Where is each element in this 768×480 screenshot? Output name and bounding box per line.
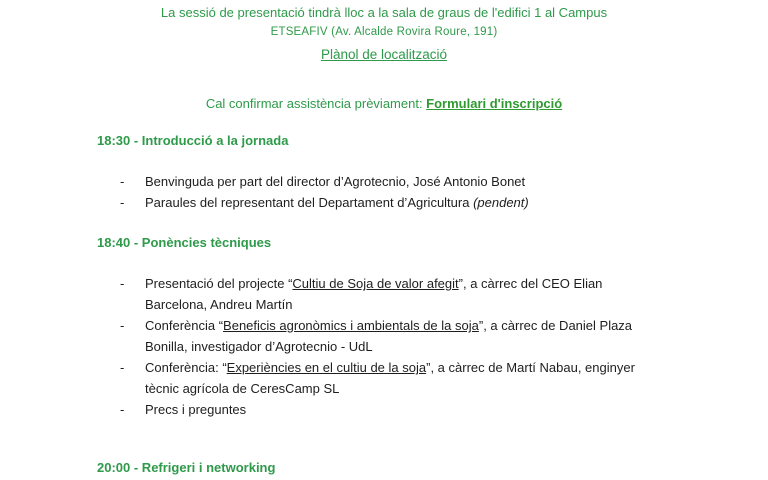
section-title-technical-talks: 18:40 - Ponències tècniques bbox=[97, 235, 272, 250]
list-marker: - bbox=[120, 195, 125, 210]
list-item-text: Paraules del representant del Departament d’Agricultura bbox=[145, 195, 474, 210]
list-item bbox=[0, 315, 665, 357]
venue-intro-text: La sessió de presentació tindrà lloc a la sala de graus de l'edifici 1 al Campus bbox=[160, 5, 608, 20]
list-marker: - bbox=[120, 276, 125, 291]
list-item-prefix: Conferència: “ bbox=[145, 360, 227, 375]
section-title-networking: 20:00 - Refrigeri i networking bbox=[97, 460, 276, 475]
introduction-list bbox=[0, 171, 665, 213]
conference-benefits-link[interactable]: Beneficis agronòmics i ambientals de la soja bbox=[223, 318, 479, 333]
list-item bbox=[0, 399, 665, 420]
list-item bbox=[0, 192, 665, 213]
list-item-text: Benvinguda per part del director d’Agrotecnio, José Antonio Bonet bbox=[145, 174, 526, 189]
section-title-introduction: 18:30 - Introducció a la jornada bbox=[97, 133, 289, 148]
registration-form-link[interactable]: Formulari d'inscripció bbox=[426, 96, 563, 111]
venue-address-text: ETSEAFIV (Av. Alcalde Rovira Roure, 191) bbox=[270, 26, 498, 38]
list-item-suffix: ”, a càrrec de Martí Nabau, enginyer tècnic agrícola de CeresCamp SL bbox=[145, 360, 635, 396]
confirm-attendance-line bbox=[0, 96, 768, 111]
list-marker: - bbox=[120, 402, 125, 417]
location-map-link[interactable]: Plànol de localització bbox=[320, 47, 448, 62]
list-item-prefix: Presentació del projecte “ bbox=[145, 276, 293, 291]
list-item-text: Precs i preguntes bbox=[145, 402, 247, 417]
list-item-prefix: Conferència “ bbox=[145, 318, 224, 333]
confirm-attendance-text: Cal confirmar assistència prèviament: bbox=[205, 96, 427, 111]
list-marker: - bbox=[120, 174, 125, 189]
list-item-suffix: ”, a càrrec de Daniel Plaza Bonilla, investigador d’Agrotecnio - UdL bbox=[145, 318, 633, 354]
technical-talks-list bbox=[0, 273, 665, 420]
list-item bbox=[0, 171, 665, 192]
project-link[interactable]: Cultiu de Soja de valor afegit bbox=[292, 276, 459, 291]
list-marker: - bbox=[120, 318, 125, 333]
list-item bbox=[0, 273, 665, 315]
pending-note: (pendent) bbox=[473, 195, 529, 210]
list-marker: - bbox=[120, 360, 125, 375]
list-item-suffix: ”, a càrrec del CEO Elian Barcelona, Andreu Martín bbox=[145, 276, 603, 312]
list-item bbox=[0, 357, 665, 399]
conference-experiences-link[interactable]: Experiències en el cultiu de la soja bbox=[226, 360, 427, 375]
